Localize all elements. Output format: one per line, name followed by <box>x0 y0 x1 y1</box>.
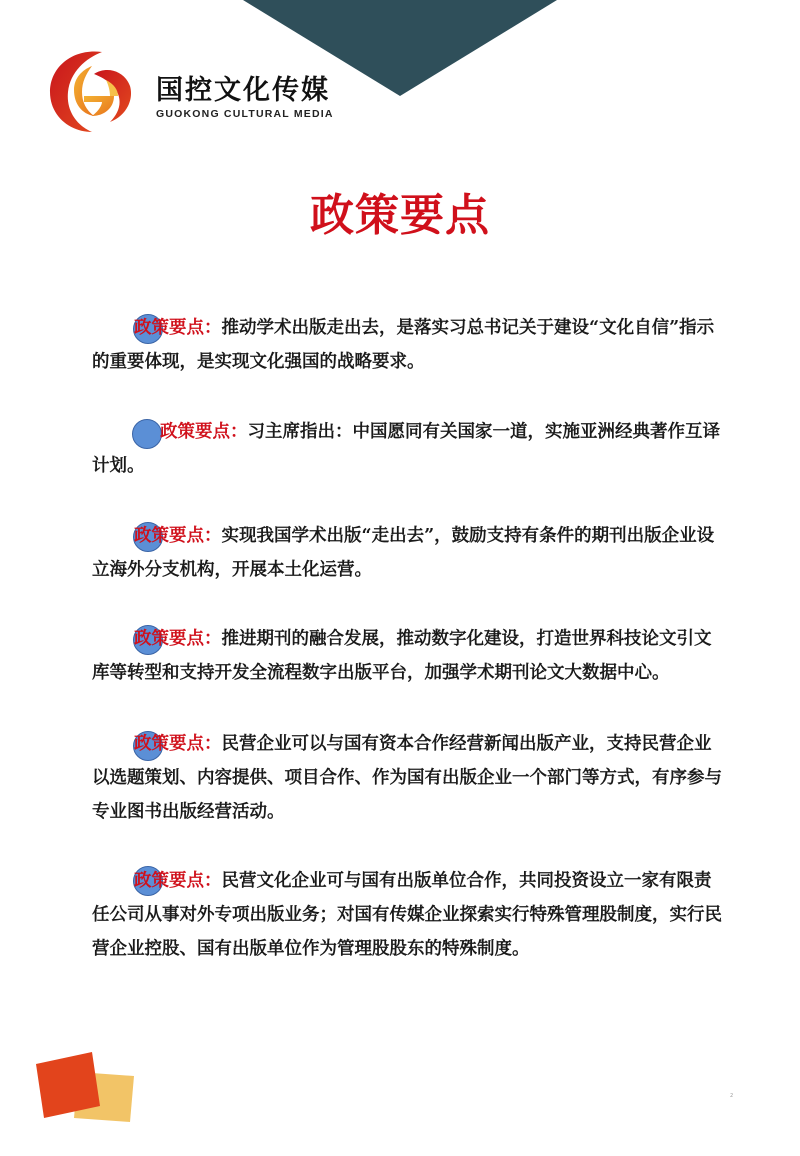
policy-text: 习主席指出：中国愿同有关国家一道，实施亚洲经典著作互译计划。 <box>92 422 720 476</box>
policy-text: 民营文化企业可与国有出版单位合作，共同投资设立一家有限责任公司从事对外专项出版业务；对国有传媒企业探索实行特殊管理股制度，实行民营企业控股、国有出版单位作为管理股股东的特殊制度。 <box>92 871 722 959</box>
policy-label: 政策要点： <box>134 871 222 891</box>
policy-item <box>92 311 722 379</box>
policy-text: 推进期刊的融合发展，推动数字化建设，打造世界科技论文引文库等转型和支持开发全流程数字出版平台，加强学术期刊论文大数据中心。 <box>92 629 712 683</box>
page-number: 2 <box>730 1093 734 1099</box>
policy-text: 推动学术出版走出去，是落实习总书记关于建设“文化自信”指示的重要体现，是实现文化强国的战略要求。 <box>92 318 715 372</box>
brand-name-en: GUOKONG CULTURAL MEDIA <box>156 108 334 120</box>
policy-label: 政策要点： <box>134 318 222 338</box>
policy-item <box>92 519 722 587</box>
policy-item <box>92 864 722 966</box>
brand-name-cn: 国控文化传媒 <box>156 75 330 106</box>
policy-label: 政策要点： <box>134 629 222 649</box>
policy-label: 政策要点： <box>134 526 222 546</box>
policy-text: 民营企业可以与国有资本合作经营新闻出版产业，支持民营企业以选题策划、内容提供、项目合作、作为国有出版企业一个部门等方式，有序参与专业图书出版经营活动。 <box>92 734 722 822</box>
policy-item <box>92 727 722 829</box>
policy-item <box>92 622 722 690</box>
policy-item <box>92 415 722 483</box>
corner-squares-decoration <box>30 1048 140 1128</box>
brand-name <box>156 76 334 120</box>
page-title: 政策要点 <box>310 190 490 241</box>
policy-label: 政策要点： <box>134 734 222 754</box>
policy-text: 实现我国学术出版“走出去”，鼓励支持有条件的期刊出版企业设立海外分支机构，开展本土化运营。 <box>92 526 715 580</box>
policy-label: 政策要点： <box>160 422 248 442</box>
g-swirl-logo-icon <box>44 44 136 136</box>
